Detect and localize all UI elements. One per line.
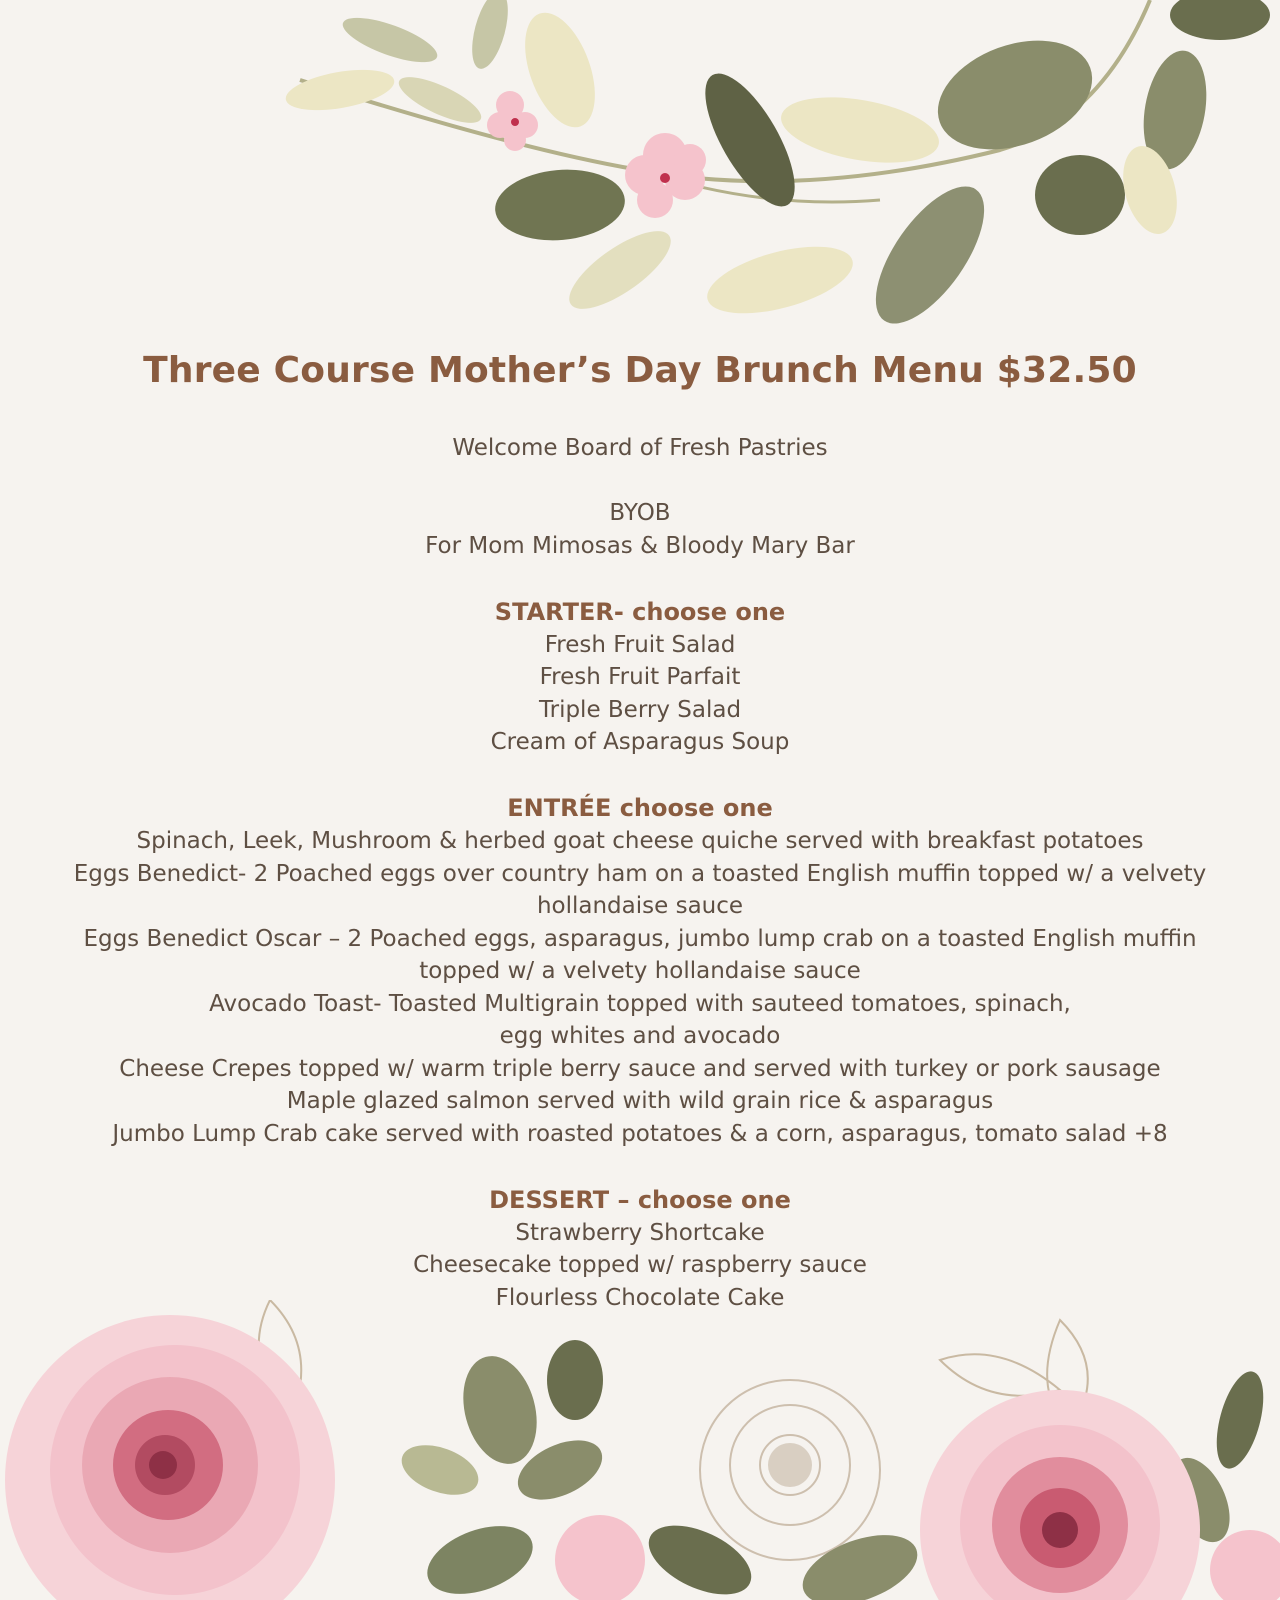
menu-item: Eggs Benedict- 2 Poached eggs over country ham on a toasted English muffin topped w/ a velvety <box>73 860 1207 887</box>
intro-line: Welcome Board of Fresh Pastries <box>452 435 828 461</box>
menu-item: Cheesecake topped w/ raspberry sauce <box>413 1252 867 1278</box>
byob-line: For Mom Mimosas & Bloody Mary Bar <box>425 532 855 559</box>
menu-title: Three Course Mother’s Day Brunch Menu $32.50 <box>143 350 1137 391</box>
byob-block <box>0 497 1280 562</box>
section-heading-starter: STARTER- choose one <box>494 597 786 626</box>
dessert-section <box>0 1183 1280 1315</box>
floral-bottom-decoration <box>0 1300 1280 1600</box>
menu-item: Cheese Crepes topped w/ warm triple berry sauce and served with turkey or pork sausage <box>119 1055 1161 1082</box>
menu-item: Spinach, Leek, Mushroom & herbed goat cheese quiche served with breakfast potatoes <box>136 828 1144 854</box>
menu-item: Avocado Toast- Toasted Multigrain topped with sauteed tomatoes, spinach, <box>209 990 1071 1017</box>
floral-top-decoration <box>0 0 1280 350</box>
menu-item: hollandaise sauce <box>536 893 744 919</box>
menu-item: Maple glazed salmon served with wild grain rice & asparagus <box>286 1088 994 1114</box>
menu-item: Jumbo Lump Crab cake served with roasted potatoes & a corn, asparagus, tomato salad +8 <box>112 1120 1168 1147</box>
menu-item: Flourless Chocolate Cake <box>495 1284 785 1311</box>
byob-line: BYOB <box>609 500 671 526</box>
entree-section <box>0 791 1280 1150</box>
menu-item: Fresh Fruit Parfait <box>539 664 741 690</box>
section-heading-entree: ENTRÉE choose one <box>507 794 773 822</box>
menu-item: Eggs Benedict Oscar – 2 Poached eggs, asparagus, jumbo lump crab on a toasted English muffin <box>83 925 1197 952</box>
section-heading-dessert: DESSERT – choose one <box>489 1185 791 1214</box>
menu-item: Cream of Asparagus Soup <box>490 729 790 755</box>
menu-item: Fresh Fruit Salad <box>544 631 736 658</box>
menu-item: Strawberry Shortcake <box>515 1219 765 1246</box>
starter-section <box>0 595 1280 759</box>
menu-item: Triple Berry Salad <box>538 696 742 723</box>
intro-block <box>0 432 1280 465</box>
menu-item: topped w/ a velvety hollandaise sauce <box>419 958 861 984</box>
menu-item: egg whites and avocado <box>499 1023 781 1049</box>
menu-content <box>0 345 1280 1314</box>
